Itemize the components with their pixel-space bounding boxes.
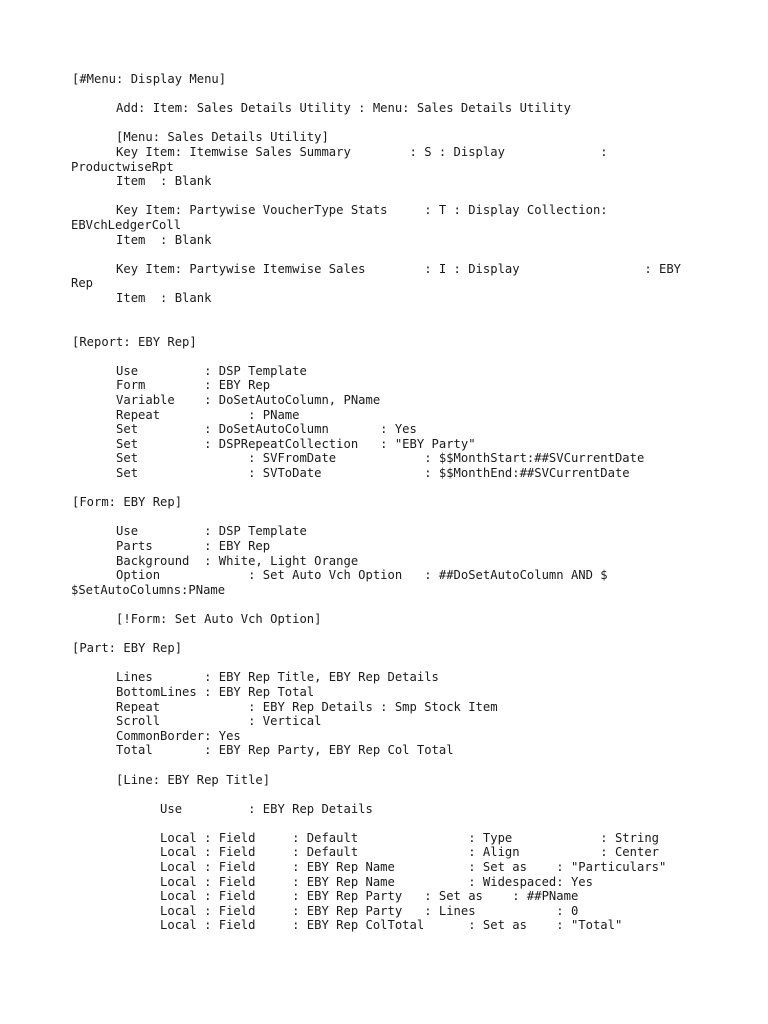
code-line: Use : EBY Rep Details (72, 801, 373, 816)
code-line: EBVchLedgerColl (71, 217, 182, 232)
code-line (72, 247, 681, 262)
code-line: Scroll : Vertical (72, 714, 322, 729)
code-line: Item : Blank (72, 290, 212, 305)
code-line: Add: Item: Sales Details Utility : Menu: Sales Details Utility (72, 101, 571, 116)
code-line (72, 758, 681, 773)
code-line: Local : Field : EBY Rep Name : Widespaced: Yes (72, 874, 593, 889)
code-line: [!Form: Set Auto Vch Option] (72, 611, 322, 626)
code-line: [Report: EBY Rep] (72, 334, 197, 349)
code-line: Key Item: Partywise Itemwise Sales : I : Display : EBY (72, 261, 682, 276)
code-line (72, 627, 681, 642)
code-line: Set : SVToDate : $$MonthEnd:##SVCurrentDate (72, 466, 630, 481)
code-line: Total : EBY Rep Party, EBY Rep Col Total (72, 743, 454, 758)
code-line (72, 87, 681, 102)
code-line: Item : Blank (72, 232, 212, 247)
code-line: CommonBorder: Yes (72, 728, 241, 743)
code-line: Use : DSP Template (72, 524, 307, 539)
code-line: Background : White, Light Orange (72, 553, 359, 568)
code-line: BottomLines : EBY Rep Total (72, 684, 315, 699)
code-line (72, 816, 681, 831)
code-line: Use : DSP Template (72, 363, 307, 378)
code-line (72, 349, 681, 364)
code-line: Option : Set Auto Vch Option : ##DoSetAutoColumn AND $ (72, 568, 608, 583)
code-line: Parts : EBY Rep (72, 539, 271, 553)
code-line: Set : SVFromDate : $$MonthStart:##SVCurrentDate (72, 451, 645, 466)
code-line: Repeat : PName (72, 407, 300, 422)
code-line (72, 597, 681, 612)
code-line (72, 306, 681, 321)
code-line: Key Item: Itemwise Sales Summary : S : Display : (72, 144, 608, 159)
code-line: Local : Field : EBY Rep Name : Set as : "Particulars" (72, 860, 667, 875)
code-line: Local : Field : Default : Align : Center (72, 845, 659, 860)
code-line: [Form: EBY Rep] (72, 495, 183, 510)
code-line: Rep (71, 276, 94, 291)
code-line: Local : Field : EBY Rep Party : Set as : ##PName (72, 889, 579, 904)
code-line: Local : Field : EBY Rep Party : Lines : 0 (72, 903, 579, 918)
code-line: Item : Blank (72, 174, 212, 189)
code-listing (72, 72, 681, 933)
code-line (72, 320, 681, 335)
code-line (72, 189, 681, 204)
code-line: Local : Field : Default : Type : String (72, 830, 659, 845)
code-line (72, 656, 681, 671)
code-line: Variable : DoSetAutoColumn, PName (72, 393, 381, 408)
code-line: Set : DoSetAutoColumn : Yes (72, 422, 417, 437)
code-line: Repeat : EBY Rep Details : Smp Stock Item (72, 699, 498, 714)
code-line (72, 481, 681, 496)
code-line (72, 116, 681, 131)
code-line: Form : EBY Rep (72, 378, 271, 393)
code-line: Lines : EBY Rep Title, EBY Rep Details (72, 670, 439, 685)
code-line: Key Item: Partywise VoucherType Stats : T : Display Collection: (72, 203, 608, 218)
code-line (72, 510, 681, 525)
code-line: Set : DSPRepeatCollection : "EBY Party" (72, 436, 476, 451)
code-line: Local : Field : EBY Rep ColTotal : Set as : "Total" (72, 918, 623, 933)
code-line: [Line: EBY Rep Title] (72, 772, 271, 787)
code-line: $SetAutoColumns:PName (71, 582, 226, 597)
code-line: ProductwiseRpt (71, 159, 174, 174)
code-line: [Menu: Sales Details Utility] (72, 130, 329, 145)
code-line: [#Menu: Display Menu] (72, 72, 227, 86)
code-line: [Part: EBY Rep] (72, 641, 183, 656)
code-line (72, 787, 681, 802)
